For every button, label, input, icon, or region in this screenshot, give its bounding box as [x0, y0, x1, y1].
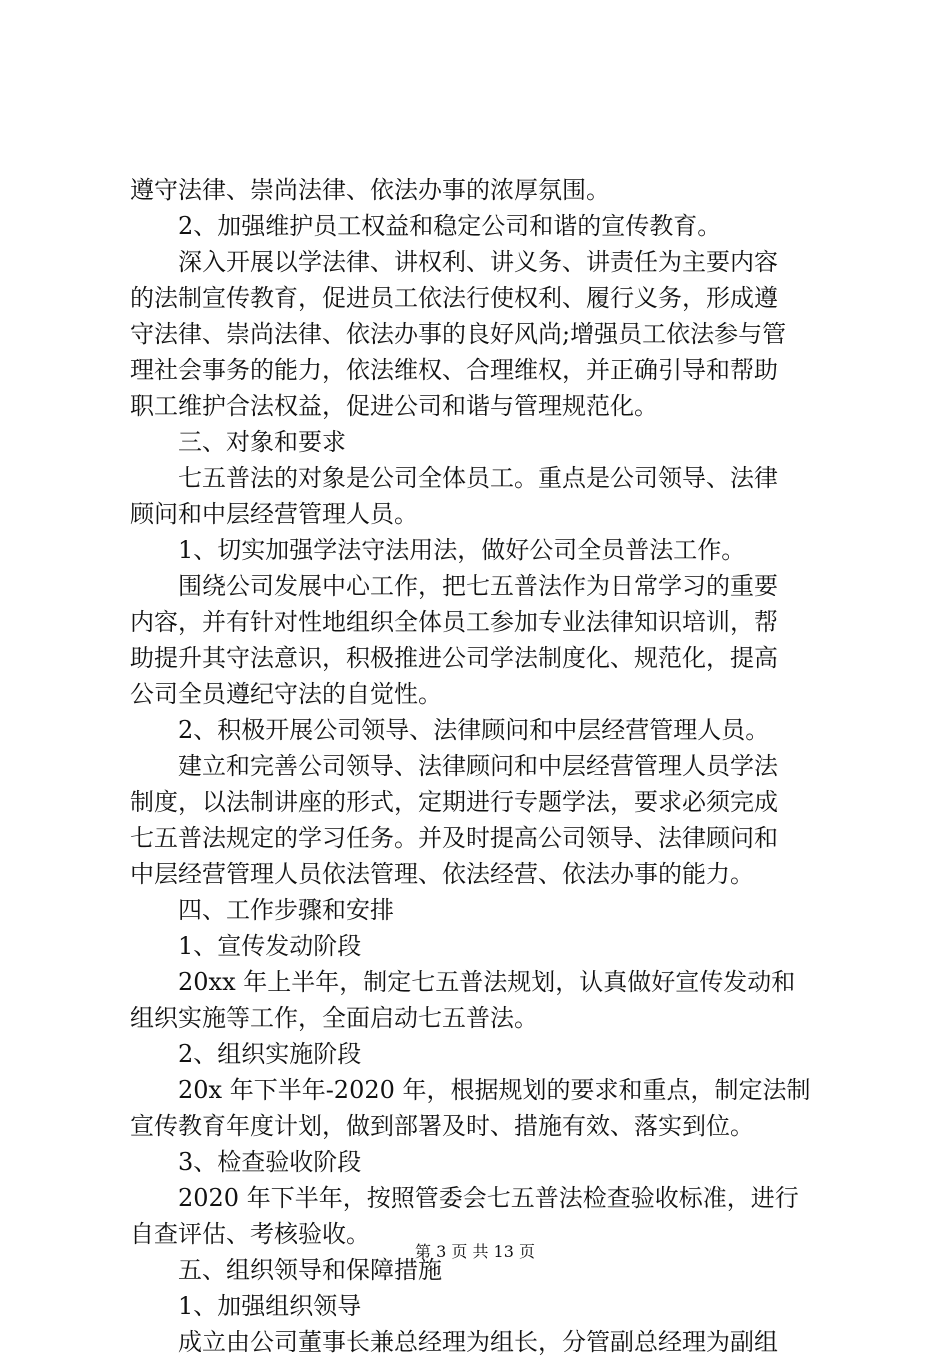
text-line: 20xx 年上半年，制定七五普法规划，认真做好宣传发动和: [178, 968, 796, 996]
text-line: 围绕公司发展中心工作，把七五普法作为日常学习的重要: [178, 572, 778, 600]
text-line: 1、加强组织领导: [178, 1292, 362, 1320]
text-line: 成立由公司董事长兼总经理为组长，分管副总经理为副组: [178, 1328, 778, 1356]
text-line: 组织实施等工作，全面启动七五普法。: [130, 1004, 538, 1032]
text-line: 遵守法律、崇尚法律、依法办事的浓厚氛围。: [130, 176, 610, 204]
text-line: 三、对象和要求: [178, 428, 346, 456]
text-line: 3、检查验收阶段: [178, 1148, 362, 1176]
text-line: 顾问和中层经营管理人员。: [130, 500, 418, 528]
text-line: 内容，并有针对性地组织全体员工参加专业法律知识培训，帮: [130, 608, 778, 636]
page-footer: 第 3 页 共 13 页: [415, 1242, 535, 1261]
text-line: 2、积极开展公司领导、法律顾问和中层经营管理人员。: [178, 716, 770, 744]
text-line: 自查评估、考核验收。: [130, 1220, 370, 1248]
text-line: 守法律、崇尚法律、依法办事的良好风尚;增强员工依法参与管: [130, 320, 787, 348]
text-line: 四、工作步骤和安排: [178, 896, 394, 924]
text-line: 2、加强维护员工权益和稳定公司和谐的宣传教育。: [178, 212, 722, 240]
text-line: 七五普法规定的学习任务。并及时提高公司领导、法律顾问和: [130, 824, 778, 852]
text-line: 理社会事务的能力，依法维权、合理维权，并正确引导和帮助: [130, 356, 778, 384]
text-line: 1、宣传发动阶段: [178, 932, 362, 960]
text-line: 助提升其守法意识，积极推进公司学法制度化、规范化，提高: [130, 644, 778, 672]
text-line: 公司全员遵纪守法的自觉性。: [130, 680, 442, 708]
text-line: 职工维护合法权益，促进公司和谐与管理规范化。: [130, 392, 658, 420]
text-line: 1、切实加强学法守法用法，做好公司全员普法工作。: [178, 536, 746, 564]
text-line: 宣传教育年度计划，做到部署及时、措施有效、落实到位。: [130, 1112, 754, 1140]
text-line: 五、组织领导和保障措施: [178, 1256, 442, 1284]
text-line: 建立和完善公司领导、法律顾问和中层经营管理人员学法: [178, 752, 778, 780]
text-line: 20x 年下半年-2020 年，根据规划的要求和重点，制定法制: [178, 1076, 811, 1104]
text-line: 七五普法的对象是公司全体员工。重点是公司领导、法律: [178, 464, 778, 492]
document-body: [130, 172, 830, 1360]
text-line: 2020 年下半年，按照管委会七五普法检查验收标准，进行: [178, 1184, 799, 1212]
text-line: 中层经营管理人员依法管理、依法经营、依法办事的能力。: [130, 860, 754, 888]
text-line: 2、组织实施阶段: [178, 1040, 362, 1068]
text-line: 制度，以法制讲座的形式，定期进行专题学法，要求必须完成: [130, 788, 778, 816]
text-line: 深入开展以学法律、讲权利、讲义务、讲责任为主要内容: [178, 248, 778, 276]
text-line: 的法制宣传教育，促进员工依法行使权利、履行义务，形成遵: [130, 284, 778, 312]
